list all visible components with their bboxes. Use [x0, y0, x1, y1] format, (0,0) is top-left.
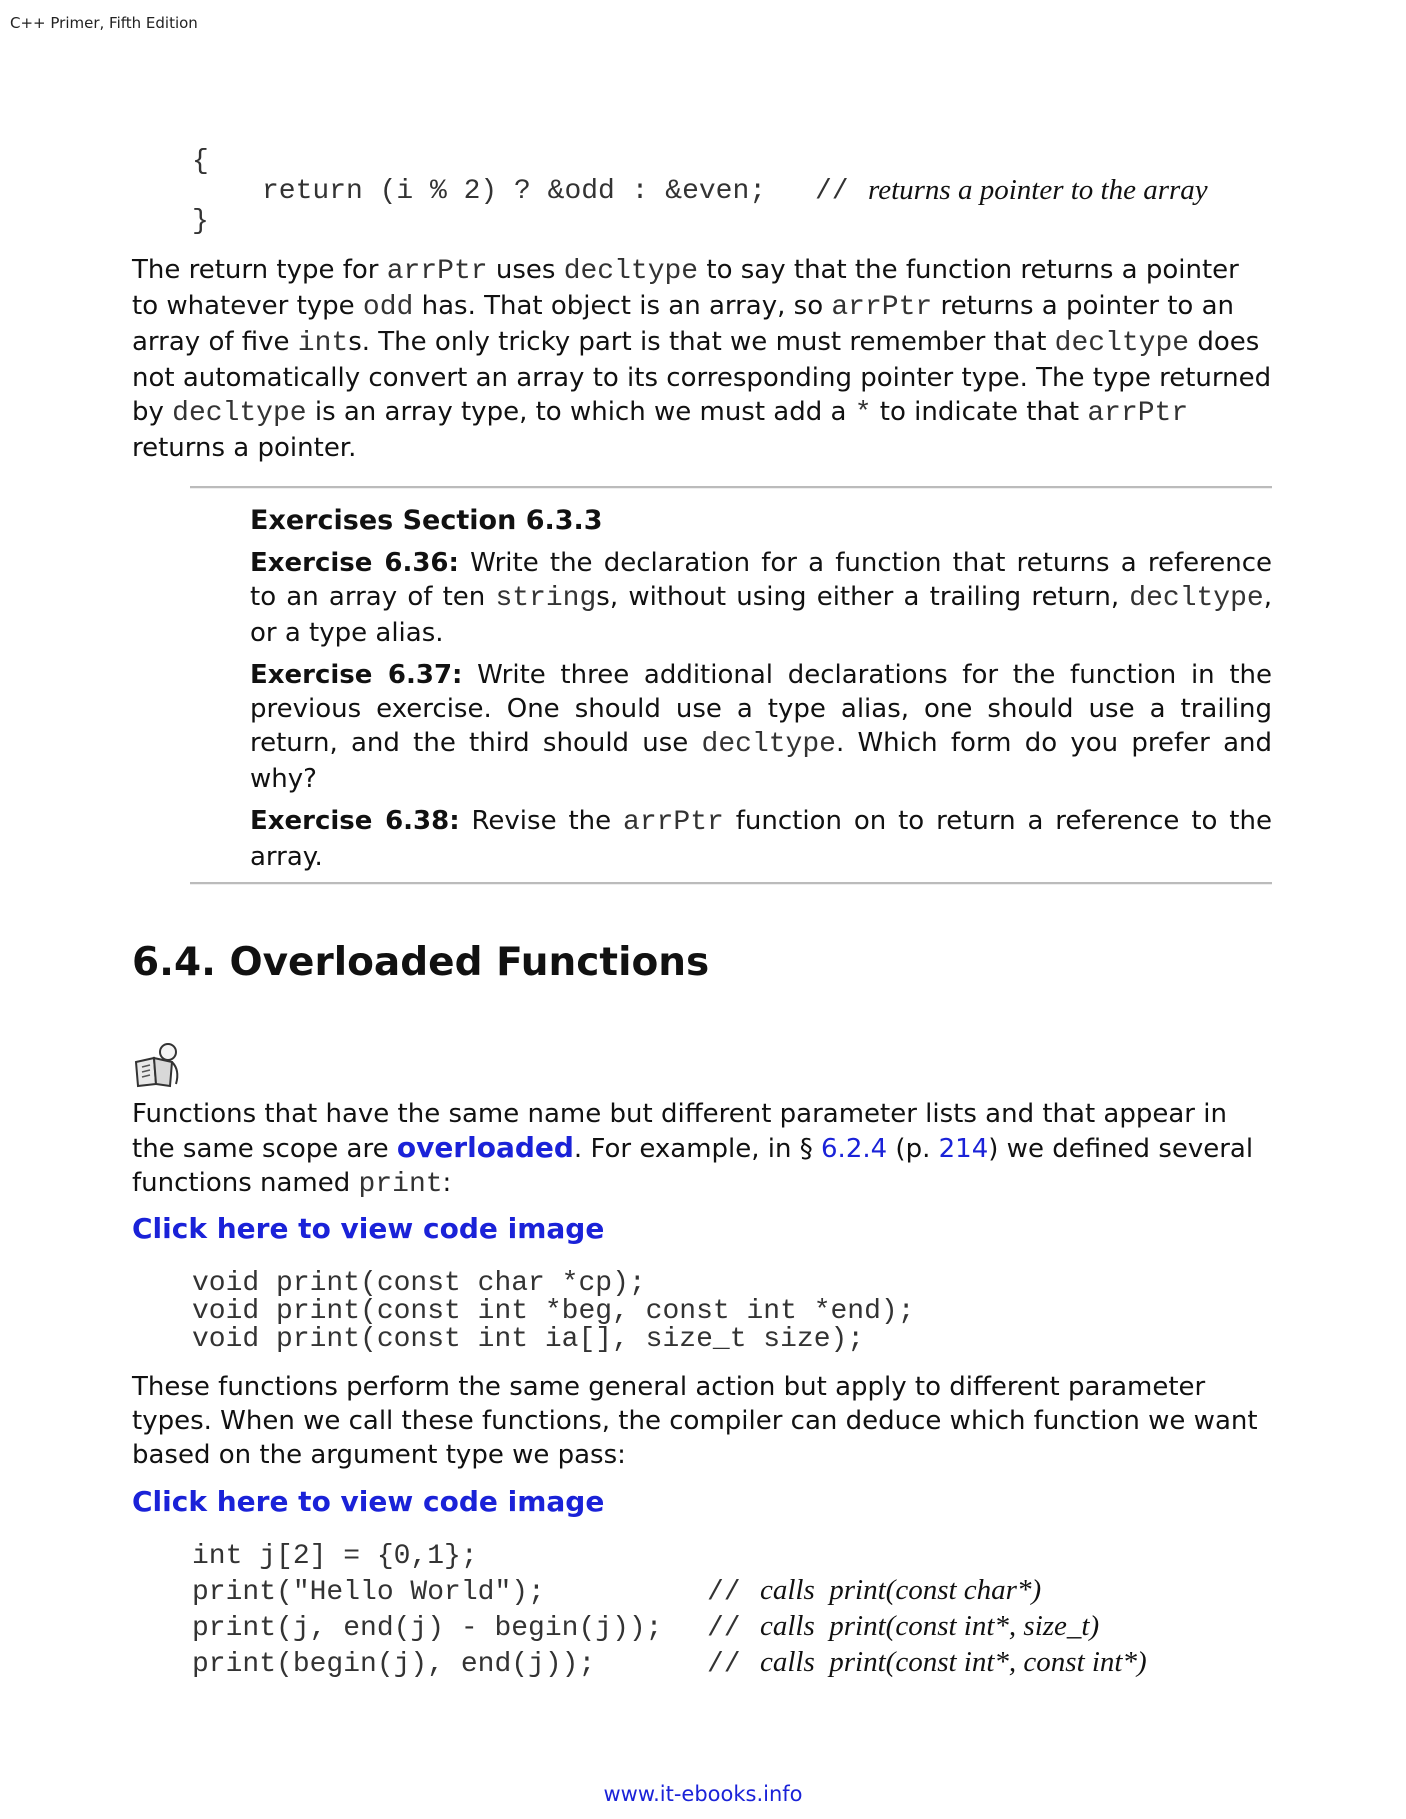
text: function on to return a reference to the array. — [250, 806, 1272, 872]
inline-code: * — [854, 398, 872, 429]
inline-code: arrPtr — [831, 292, 933, 323]
section-title: 6.4. Overloaded Functions — [132, 940, 710, 985]
exercise-label: Exercise 6.37: — [250, 660, 463, 690]
exercise-box-top-rule — [190, 486, 1272, 489]
inline-code: int — [297, 328, 349, 359]
exercise-label: Exercise 6.36: — [250, 548, 459, 578]
code-close-brace: } — [192, 206, 209, 237]
inline-code: decltype — [1129, 583, 1264, 614]
text: is an array type, to which we must add a — [306, 397, 855, 427]
text: returns a pointer to an array of five — [132, 291, 1235, 357]
text: s, without using either a trailing return, — [596, 582, 1130, 612]
inline-code: decltype — [563, 256, 699, 287]
page-link[interactable]: 214 — [938, 1134, 989, 1164]
paragraph-deduce: These functions perform the same general action but apply to different parameter types. When we call these functions, the compiler can deduce which function we want based on the argument type we pass: — [132, 1372, 1258, 1470]
text: , or a type alias. — [250, 582, 1272, 648]
code-comment: calls print(const int*, size_t) — [760, 1610, 1100, 1642]
code-return-line: return (i % 2) ? &odd : &even; — [262, 176, 767, 207]
text: has. That object is an array, so — [413, 291, 832, 321]
code-line: print(begin(j), end(j)); — [192, 1649, 596, 1680]
inline-code: arrPtr — [623, 807, 724, 838]
text: s. The only tricky part is that we must remember that — [348, 327, 1055, 357]
exercise-box-bottom-rule — [190, 882, 1272, 885]
text: returns a pointer. — [132, 433, 357, 463]
text: uses — [487, 255, 564, 285]
code-line: print("Hello World"); — [192, 1577, 545, 1608]
code-comment: calls print(const int*, const int*) — [760, 1646, 1147, 1678]
running-head: C++ Primer, Fifth Edition — [10, 14, 198, 32]
text: does not automatically convert an array to its corresponding pointer type. The type returned by — [132, 327, 1272, 427]
exercise-box — [250, 504, 1272, 882]
footer-url-link[interactable]: www.it-ebooks.info — [603, 1782, 803, 1806]
exercise-6-37 — [250, 658, 1272, 796]
exercise-6-38 — [250, 804, 1272, 874]
text: Revise the — [459, 806, 624, 836]
code-comment-marker: // — [815, 176, 849, 207]
paragraph-decltype — [132, 253, 1272, 465]
inline-code: arrPtr — [386, 256, 488, 287]
inline-code: arrPtr — [1087, 398, 1189, 429]
code-comment-marker: // — [707, 1613, 741, 1644]
exercise-box-title: Exercises Section 6.3.3 — [250, 505, 603, 536]
section-link[interactable]: 6.2.4 — [821, 1134, 888, 1164]
text: : — [442, 1168, 452, 1198]
exercise-label: Exercise 6.38: — [250, 806, 460, 836]
text: ) we defined several functions named — [132, 1134, 1254, 1198]
paragraph-overloaded — [132, 1097, 1272, 1202]
view-code-image-link[interactable]: Click here to view code image — [132, 1212, 605, 1245]
code-line: int j[2] = {0,1}; — [192, 1541, 478, 1572]
text: to indicate that — [871, 397, 1088, 427]
inline-code: print — [358, 1169, 443, 1200]
code-comment-marker: // — [707, 1649, 741, 1680]
reading-person-icon — [132, 1040, 182, 1090]
inline-code: decltype — [172, 398, 307, 429]
code-comment: calls print(const char*) — [760, 1574, 1042, 1606]
code-line: print(j, end(j) - begin(j)); — [192, 1613, 663, 1644]
text: to say that the function returns a pointer to whatever type — [132, 255, 1239, 321]
code-line: void print(const char *cp); — [192, 1268, 646, 1299]
text: Functions that have the same name but different parameter lists and that appear in the same scope are — [132, 1099, 1227, 1164]
text: . Which form do you prefer and why? — [250, 728, 1272, 794]
code-comment: returns a pointer to the array — [868, 174, 1208, 206]
view-code-image-link[interactable]: Click here to view code image — [132, 1485, 605, 1518]
text: Write the declaration for a function that returns a reference to an array of ten — [250, 548, 1272, 612]
inline-code: odd — [362, 292, 414, 323]
code-line: void print(const int *beg, const int *end); — [192, 1296, 915, 1327]
code-open-brace: { — [192, 146, 209, 177]
inline-code: string — [495, 583, 597, 614]
exercise-6-36 — [250, 546, 1272, 650]
inline-code: decltype — [1054, 328, 1190, 359]
text: Write three additional declarations for the function in the previous exercise. One should use a type alias, one should use a trailing return, and the third should use — [250, 660, 1272, 758]
text: . For example, in § — [573, 1134, 822, 1164]
code-comment-marker: // — [707, 1577, 741, 1608]
defined-term: overloaded — [396, 1131, 574, 1164]
inline-code: decltype — [701, 729, 836, 760]
text: The return type for — [132, 255, 387, 285]
text: (p. — [887, 1134, 939, 1164]
code-line: void print(const int ia[], size_t size); — [192, 1324, 865, 1355]
